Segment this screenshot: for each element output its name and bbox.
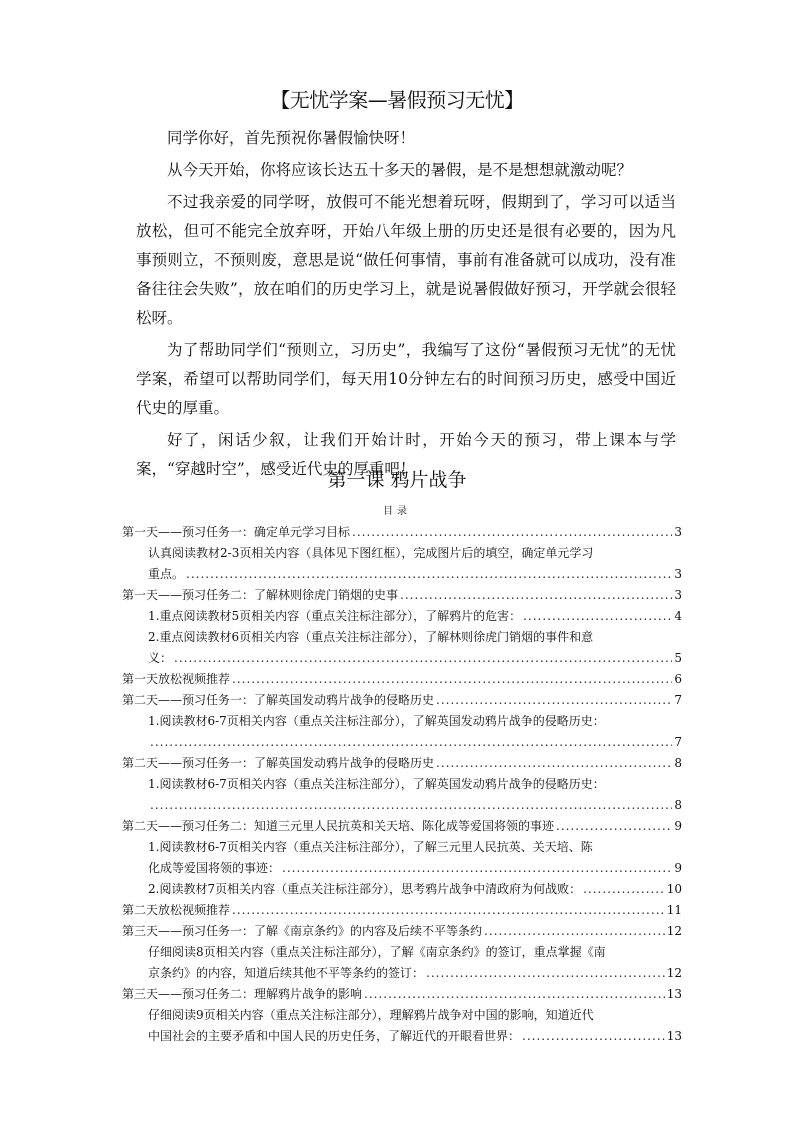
toc-entry[interactable]: 第三天——预习任务一：了解《南京条约》的内容及后续不平等条约 ..... 12 — [122, 921, 682, 942]
intro-paragraph: 同学你好，首先预祝你暑假愉快呀！ — [167, 129, 416, 147]
toc-entry[interactable]: 1.阅读教材6-7页相关内容（重点关注标注部分），了解英国发动鸦片战争的侵略历史： — [148, 777, 605, 791]
toc-entry[interactable]: 认真阅读教材2-3页相关内容（具体见下图红框），完成图片后的填空，确定单元学习 — [148, 546, 594, 560]
toc-entry-continuation[interactable]: 中国社会的主要矛盾和中国人民的历史任务，了解近代的开眼看世界： ..... 13 — [122, 1026, 682, 1047]
toc-entry[interactable]: 第二天——预习任务一：了解英国发动鸦片战争的侵略历史 ..... 8 — [122, 753, 682, 774]
toc-entry[interactable]: 第二天放松视频推荐 ..... 11 — [122, 900, 682, 921]
intro-paragraph: 为了帮助同学们“预则立，习历史”，我编写了这份“暑假预习无忧”的无忧学案，希望可以帮助同学们，每天用10分钟左右的时间预习历史，感受中国近代史的厚重。 — [136, 341, 676, 417]
toc-entry-continuation[interactable]: 重点。 ..... 3 — [122, 564, 682, 585]
toc-entry-continuation[interactable]: ..... 7 — [122, 732, 682, 753]
toc-entry[interactable]: 1.阅读教材6-7页相关内容（重点关注标注部分），了解英国发动鸦片战争的侵略历史： — [148, 714, 605, 728]
toc-entry[interactable]: 第二天——预习任务二：知道三元里人民抗英和关天培、陈化成等爱国将领的事迹 ..... 9 — [122, 816, 682, 837]
toc-entry[interactable]: 1.重点阅读教材5页相关内容（重点关注标注部分），了解鸦片的危害： ..... 4 — [122, 606, 682, 627]
intro-paragraph: 不过我亲爱的同学呀，放假可不能光想着玩呀，假期到了，学习可以适当放松，但可不能完全放弃呀，开始八年级上册的历史还是很有必要的，因为凡事预则立，不预则废，意思是说“做任何事情，事前有准备就可以成功，没有准备往往会失败”，放在咱们的历史学习上，就是说暑假做好预习，开学就会很轻松呀。 — [136, 193, 676, 327]
toc-entry[interactable]: 仔细阅读9页相关内容（重点关注标注部分），理解鸦片战争对中国的影响，知道近代 — [148, 1008, 594, 1022]
toc-entry[interactable]: 2.重点阅读教材6页相关内容（重点关注标注部分），了解林则徐虎门销烟的事件和意 — [148, 630, 594, 644]
toc-entry[interactable]: 第一天放松视频推荐 ..... 6 — [122, 669, 682, 690]
toc-entry-continuation[interactable]: 化成等爱国将领的事迹： ..... 9 — [122, 858, 682, 879]
toc-entry[interactable]: 第一天——预习任务一：确定单元学习目标 ..... 3 — [122, 522, 682, 543]
toc-heading: 目录 — [383, 506, 411, 517]
toc-entry-continuation[interactable]: 京条约》的内容，知道后续其他不平等条约的签订： ..... 12 — [122, 963, 682, 984]
toc-entry-continuation[interactable]: ..... 8 — [122, 795, 682, 816]
toc-entry[interactable]: 2.阅读教材7页相关内容（重点关注标注部分），思考鸦片战争中清政府为何战败： ..... 10 — [122, 879, 682, 900]
toc-entry-continuation[interactable]: 义： ..... 5 — [122, 648, 682, 669]
intro-paragraph: 从今天开始，你将应该长达五十多天的暑假，是不是想想就激动呢？ — [167, 161, 633, 179]
table-of-contents — [122, 522, 682, 1047]
toc-entry[interactable]: 1.阅读教材6-7页相关内容（重点关注标注部分），了解三元里人民抗英、关天培、陈 — [148, 840, 593, 854]
toc-entry[interactable]: 第三天——预习任务二：理解鸦片战争的影响 ..... 13 — [122, 984, 682, 1005]
intro-paragraph: 好了，闲话少叙，让我们开始计时，开始今天的预习，带上课本与学案，“穿越时空”，感受近代史的厚重吧！ — [136, 431, 676, 478]
intro-section — [136, 124, 676, 487]
lesson-title: 第一课 鸦片战争 — [327, 469, 467, 491]
toc-entry[interactable]: 第二天——预习任务一：了解英国发动鸦片战争的侵略历史 ..... 7 — [122, 690, 682, 711]
toc-entry[interactable]: 第一天——预习任务二：了解林则徐虎门销烟的史事 ..... 3 — [122, 585, 682, 606]
toc-entry[interactable]: 仔细阅读8页相关内容（重点关注标注部分），了解《南京条约》的签订，重点掌握《南 — [148, 945, 606, 959]
page-title: 【无忧学案—暑假预习无忧】 — [270, 88, 524, 112]
